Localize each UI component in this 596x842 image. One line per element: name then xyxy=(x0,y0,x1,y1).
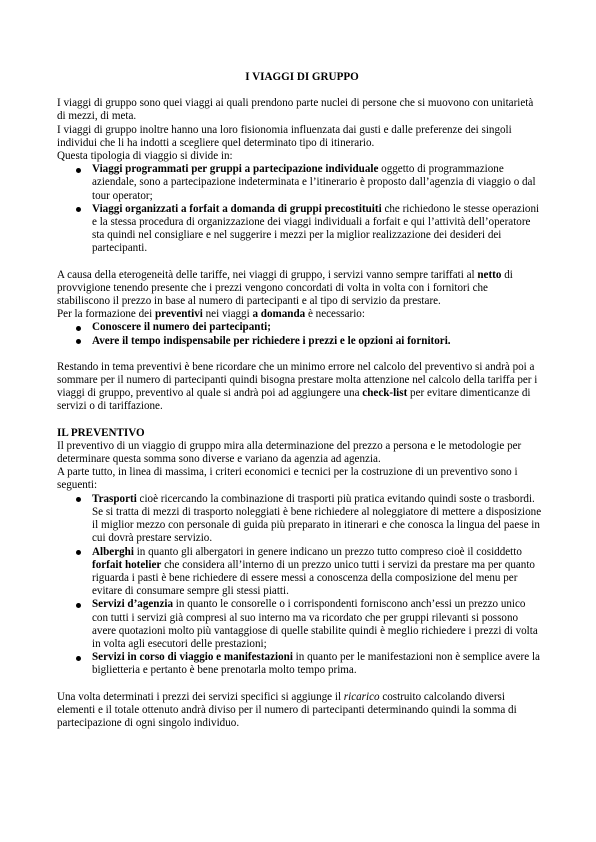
preventivo-paragraph-1: Il preventivo di un viaggio di gruppo mira alla determinazione del prezzo a persona e le metodologie per determinare questa somma sono diverse e variano da agenzia ad agenzia. xyxy=(57,439,522,466)
criterion-description: in quanto per le manifestazioni non è semplice avere la biglietteria e pertanto è bene prenotarla molto tempo prima. xyxy=(92,651,540,677)
text-run: di provvigione tenendo presente che i prezzi vengono concordati di volta in volta con i fornitori che stabiliscono il prezzo in base al numero di partecipanti e al tipo di servizio da prestare. xyxy=(57,268,513,308)
criterion-name: Trasporti xyxy=(92,492,137,505)
criterion-description: in quanto gli albergatori in genere indicano un prezzo tutto compreso cioè il cosiddetto xyxy=(133,545,522,558)
text-run: Una volta determinati i prezzi dei servizi specifici si aggiunge il xyxy=(57,690,344,703)
tariffs-paragraph xyxy=(57,269,543,309)
trip-type-description: oggetto di programmazione aziendale, sono a partecipazione indeterminata e l’itinerario è proposto dall’agenzia di viaggio o dal tour operator; xyxy=(92,163,536,202)
emphasis-forfait-hotelier: forfait hotelier xyxy=(92,558,162,571)
criterion-item xyxy=(92,493,543,546)
trip-type-item xyxy=(92,163,543,203)
criterion-name: Alberghi xyxy=(92,545,134,558)
trip-type-name: Viaggi organizzati a forfait a domanda di gruppi precostituiti xyxy=(92,202,382,215)
emphasis-ricarico: ricarico xyxy=(343,690,380,703)
intro-paragraph-1: I viaggi di gruppo sono quei viaggi ai quali prendono parte nuclei di persone che si muovono con unitarietà di mezzi, di meta. xyxy=(57,97,534,123)
criterion-description: che considera all’interno di un prezzo unico tutti i servizi da prestare ma per quanto riguarda i pasti è bene richiedere di essere messi a conoscenza della composizione del menu per evitare di consumare sempre gli stessi piatti. xyxy=(92,558,535,598)
criterion-item xyxy=(92,546,543,599)
intro-paragraph-2: I viaggi di gruppo inoltre hanno una loro fisionomia influenzata dai gusti e dalle preferenze dei singoli individui che li ha indotti a scegliere quel determinato tipo di itinerario. xyxy=(57,123,512,149)
ricarico-paragraph xyxy=(57,691,543,731)
requirements-list xyxy=(57,321,543,347)
document-title: I VIAGGI DI GRUPPO xyxy=(245,71,359,83)
trip-types-list xyxy=(57,163,543,255)
criterion-item xyxy=(92,651,543,677)
paragraph-gap xyxy=(57,414,543,427)
trip-type-item xyxy=(92,203,543,256)
preventivo-paragraph-2: A parte tutto, in linea di massima, i criteri economici e tecnici per la costruzione di un preventivo sono i seguenti: xyxy=(57,466,518,492)
requirement-item xyxy=(92,321,543,334)
section-heading-preventivo: IL PREVENTIVO xyxy=(57,426,145,439)
emphasis-check-list: check-list xyxy=(362,387,408,400)
paragraph-gap xyxy=(57,256,543,269)
emphasis-preventivi: preventivi xyxy=(154,308,203,321)
emphasis-netto: netto xyxy=(477,268,502,281)
requirement-item xyxy=(92,335,543,348)
text-run: Per la formazione dei xyxy=(57,308,155,321)
text-run: nei viaggi xyxy=(202,308,253,321)
text-run: è necessario: xyxy=(305,308,365,321)
trip-type-description: che richiedono le stesse operazioni e la stessa procedura di organizzazione dei viaggi individuali a forfait e qui l’attività dell’operatore sta quindi nel consigliare e nel suggerire i mezzi per la miglior realizzazione dei desideri dei partecipanti. xyxy=(92,202,540,255)
text-run: costruito calcolando diversi elementi e il totale ottenuto andrà diviso per il numero di partecipanti determinando quindi la somma di partecipazione di ogni singolo individuo. xyxy=(57,690,517,729)
text-run: A causa della eterogeneità delle tariffe, nei viaggi di gruppo, i servizi vanno sempre tariffati al xyxy=(57,268,478,281)
criterion-description: cioè ricercando la combinazione di trasporti più pratica evitando quindi soste o trasbordi. Se si tratta di mezzi di trasporto noleggiati è bene richiedere al noleggiatore di mettere a disposizione il miglior mezzo con personale di guida più preparato in itinerari e che conosca la lingua del paese in cui dovrà prestare servizio. xyxy=(92,492,542,545)
intro-paragraph-3: Questa tipologia di viaggio si divide in: xyxy=(57,150,233,163)
preventivi-paragraph xyxy=(57,308,543,321)
criterion-name: Servizi in corso di viaggio e manifestazioni xyxy=(92,651,293,664)
checklist-paragraph xyxy=(57,361,543,414)
paragraph-gap xyxy=(57,348,543,361)
trip-type-name: Viaggi programmati per gruppi a partecipazione individuale xyxy=(92,163,379,176)
emphasis-a-domanda: a domanda xyxy=(252,308,306,321)
criterion-description: in quanto le consorelle o i corrispondenti forniscono anch’essi un prezzo unico con tutti i servizi già compresi al suo interno ma va ricordato che per gruppi rilevanti si possono avere quotazioni molto più vantaggiose di quelle stabilite quindi è meglio richiedere i prezzi di volta in volta agli esecutori delle prestazioni; xyxy=(92,598,538,650)
requirement-text: Avere il tempo indispensabile per richiedere i prezzi e le opzioni ai fornitori. xyxy=(92,334,451,347)
criteria-list xyxy=(57,493,543,678)
text-run: per evitare dimenticanze di servizi o di tariffazione. xyxy=(57,387,531,413)
paragraph-gap xyxy=(57,678,543,691)
criterion-name: Servizi d’agenzia xyxy=(92,598,174,611)
criterion-item xyxy=(92,598,543,651)
text-run: Restando in tema preventivi è bene ricordare che un minimo errore nel calcolo del preventivo si andrà poi a sommare per il numero di partecipanti quindi bisogna prestare molta attenzione nel calcolo della tariffa per i viaggi di gruppo, preventivo al quale si andrà poi ad aggiungere una xyxy=(57,360,538,400)
document-page xyxy=(57,71,543,730)
requirement-text: Conoscere il numero dei partecipanti; xyxy=(92,321,271,334)
